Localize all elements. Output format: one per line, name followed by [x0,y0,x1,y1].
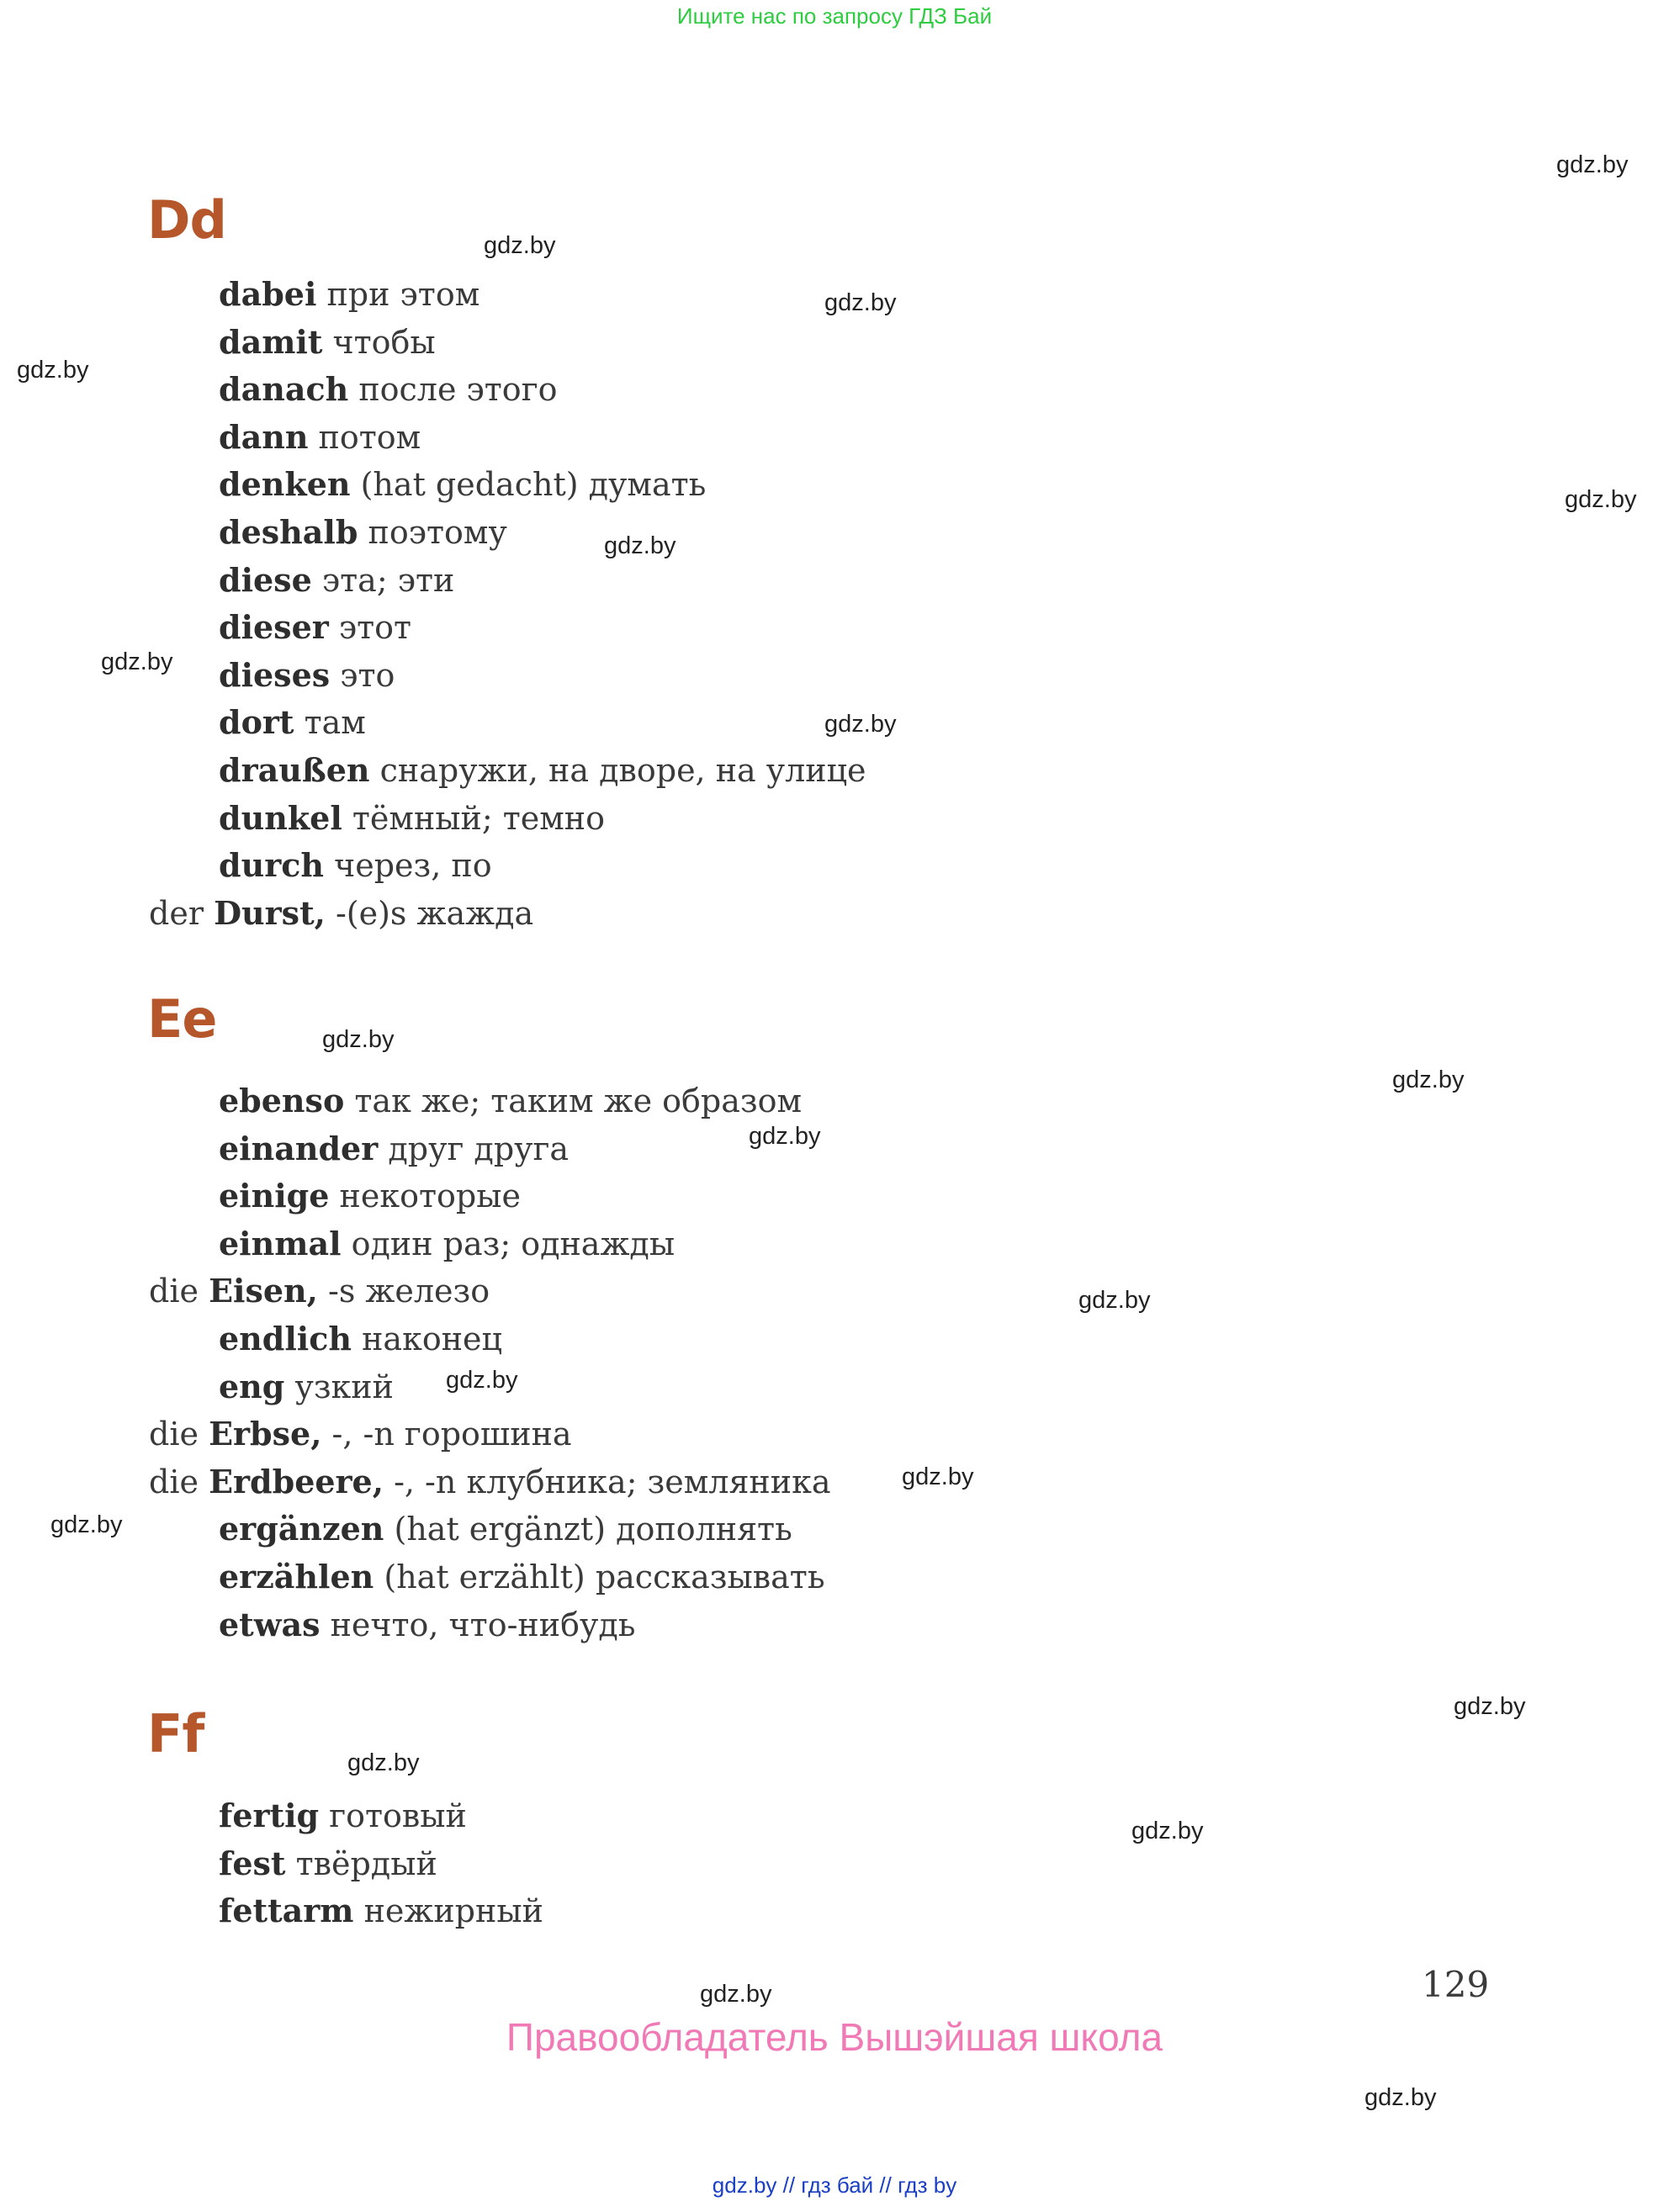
entry-word: durch [219,846,324,885]
watermark: gdz.by [824,711,897,738]
watermark: gdz.by [700,1981,772,2008]
watermark: gdz.by [1454,1693,1526,1720]
section-letter-d: Dd [147,189,226,251]
entry-word: dieses [219,655,331,694]
entry-word: Eisen, [209,1272,318,1310]
watermark: gdz.by [604,532,676,559]
entry-trans: думать [588,466,707,504]
dictionary-entry [149,893,534,932]
dictionary-entry [219,655,395,694]
dictionary-entry [219,417,421,456]
entry-word: diese [219,560,312,599]
rights-holder: Правообладатель Вышэйшая школа [506,2015,1163,2059]
entry-trans: тёмный; темно [352,799,605,837]
watermark: gdz.by [101,648,173,675]
dictionary-entry [219,1320,502,1357]
dictionary-entry [219,703,366,742]
dictionary-entry [219,798,605,837]
entry-word: einige [219,1177,330,1215]
entry-word: Durst, [214,893,326,932]
entry-trans: железо [365,1273,490,1310]
entry-word: fest [219,1844,286,1882]
entry-trans: друг друга [388,1130,570,1167]
entry-trans: через, по [334,847,492,885]
dictionary-entry [219,1177,521,1215]
watermark: gdz.by [50,1511,123,1538]
entry-trans: этот [338,609,412,647]
entry-trans: твёрдый [295,1844,437,1882]
entry-trans: узкий [294,1368,394,1405]
watermark: gdz.by [749,1123,821,1150]
dictionary-entry [219,1797,467,1834]
entry-word: danach [219,370,349,409]
dictionary-entry [219,513,507,551]
dictionary-entry [219,1558,825,1595]
watermark: gdz.by [1078,1287,1151,1314]
entry-trans: после этого [358,371,558,409]
dictionary-entry [219,608,412,647]
dictionary-entry [149,1462,831,1500]
entry-trans: наконец [362,1320,502,1357]
entry-word: erzählen [219,1558,374,1595]
entry-trans: чтобы [332,323,436,361]
dictionary-entry [219,275,480,313]
dictionary-entry [219,560,455,599]
watermark: gdz.by [322,1026,395,1053]
entry-word: ebenso [219,1082,345,1119]
dictionary-entry [149,1272,490,1310]
section-letter-e: Ee [147,988,217,1050]
entry-article: die [149,1273,199,1310]
dictionary-entry [219,1605,636,1643]
dictionary-entry [219,1892,543,1930]
footer-links[interactable]: gdz.by // гдз бай // гдз by [712,2172,957,2198]
entry-trans: некоторые [339,1177,521,1215]
entry-article: der [149,894,204,932]
dictionary-entry [219,370,558,409]
entry-word: etwas [219,1605,321,1643]
entry-note: -, -n [331,1416,395,1453]
entry-article: die [149,1416,199,1453]
entry-trans: дополнять [616,1511,792,1548]
entry-trans: клубника; земляника [466,1463,831,1500]
watermark: gdz.by [1392,1066,1465,1093]
dictionary-entry [219,465,707,504]
entry-article: die [149,1463,199,1500]
entry-word: dort [219,703,294,742]
entry-word: einmal [219,1224,342,1262]
entry-trans: при этом [326,276,480,313]
dictionary-entry [219,1129,570,1167]
dictionary-entry [219,751,866,789]
watermark: gdz.by [1556,151,1629,178]
entry-note: (hat erzählt) [384,1558,585,1595]
entry-note: -, -n [394,1463,457,1500]
dictionary-entry [219,1510,792,1548]
entry-word: dann [219,417,309,456]
dictionary-entry [149,1415,572,1453]
entry-trans: готовый [329,1797,467,1834]
entry-trans: так же; таким же образом [354,1082,803,1119]
dictionary-entry [219,1082,803,1119]
watermark: gdz.by [902,1463,974,1490]
entry-word: dunkel [219,798,342,837]
section-letter-f: Ff [147,1703,204,1765]
entry-note: -(e)s [335,894,407,932]
entry-word: dieser [219,608,329,647]
entry-word: denken [219,465,351,504]
dictionary-entry [219,846,492,885]
entry-note: (hat ergänzt) [394,1511,607,1548]
entry-word: draußen [219,751,370,789]
entry-note: (hat gedacht) [360,466,579,504]
entry-word: ergänzen [219,1510,384,1548]
entry-trans: снаружи, на дворе, на улице [379,752,866,789]
entry-trans: поэтому [368,514,507,551]
entry-word: fettarm [219,1892,354,1930]
entry-word: endlich [219,1320,352,1357]
entry-trans: потом [318,418,421,456]
entry-word: deshalb [219,513,358,551]
entry-note: -s [327,1273,356,1310]
entry-trans: один раз; однажды [351,1225,676,1262]
watermark: gdz.by [484,232,556,259]
dictionary-entry [219,1367,394,1405]
entry-word: einander [219,1129,379,1167]
dictionary-entry [219,1844,437,1882]
entry-trans: рассказывать [595,1558,825,1595]
dictionary-entry [219,322,436,361]
entry-word: damit [219,322,323,361]
watermark: gdz.by [17,357,89,384]
entry-trans: там [304,704,366,742]
entry-word: dabei [219,275,317,313]
entry-word: eng [219,1367,285,1405]
watermark: gdz.by [347,1749,420,1776]
dictionary-entry [219,1224,676,1262]
entry-trans: жажда [416,894,534,932]
watermark: gdz.by [1565,486,1637,513]
entry-word: Erdbeere, [209,1462,384,1500]
page-number: 129 [1422,1964,1490,2005]
entry-trans: горошина [404,1416,572,1453]
watermark: gdz.by [1131,1818,1204,1844]
top-banner[interactable]: Ищите нас по запросу ГДЗ Бай [676,3,993,29]
entry-word: fertig [219,1797,320,1834]
entry-word: Erbse, [209,1415,322,1453]
watermark: gdz.by [1364,2084,1437,2111]
entry-trans: нечто, что-нибудь [330,1606,636,1643]
entry-trans: эта; эти [321,561,455,599]
watermark: gdz.by [824,289,897,316]
entry-trans: нежирный [363,1892,543,1930]
watermark: gdz.by [446,1367,518,1394]
entry-trans: это [340,656,395,694]
